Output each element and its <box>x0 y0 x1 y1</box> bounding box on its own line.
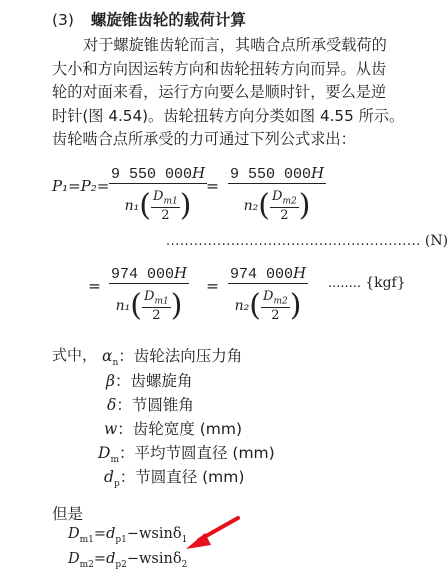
paragraph-line: 齿轮啮合点所承受的力可通过下列公式求出： <box>52 130 356 148</box>
variable-row: w：齿轮宽度 (mm) <box>104 420 243 438</box>
but-label: 但是 <box>52 505 84 523</box>
formula-lhs: P₁=P₂= <box>52 177 110 195</box>
variable-row: β：齿螺旋角 <box>106 372 193 390</box>
unit-kgf: {kgf} <box>365 275 406 291</box>
heading-number: (3) <box>52 11 74 29</box>
paragraph-line: 轮的对面来看，运行方向要么是顺时针，要么是逆 <box>52 83 387 101</box>
equals-sign: = <box>88 277 101 295</box>
variables-intro: 式中， <box>52 346 98 364</box>
fraction-denominator: n₂( $\frac{D_{m2}}{2}$ ) <box>243 188 311 223</box>
equals-sign: = <box>206 277 219 295</box>
fraction-denominator: n₁( $\frac{D_{m1}}{2}$ ) <box>115 288 183 323</box>
variable-row: $d_p$：节圆直径 (mm) <box>104 468 245 490</box>
variable-row: $D_m$：平均节圆直径 (mm) <box>98 444 275 466</box>
variable-row: $\alpha_n$：齿轮法向压力角 <box>102 347 243 369</box>
equation-dm2: $D_{m2}=d_{p2}-wsin\delta_2$ <box>68 551 188 570</box>
equation-dm1: $D_{m1}=d_{p1}-wsin\delta_1$ <box>68 526 188 545</box>
variable-row: δ：节圆锥角 <box>107 396 194 414</box>
fraction-numerator: 974 000H <box>111 264 188 283</box>
paragraph-line: 对于螺旋锥齿轮而言，其啮合点所承受载荷的 <box>83 36 387 54</box>
leader-dots: ........ <box>328 276 362 291</box>
unit-n: (N) <box>424 233 448 249</box>
fraction-numerator: 9 550 000H <box>111 164 206 183</box>
paragraph-line: 大小和方向因运转方向和齿轮扭转方向而异。从齿 <box>52 59 387 78</box>
paragraph-line: 时针(图 4.54)。齿轮扭转方向分类如图 4.55 所示。 <box>52 106 405 125</box>
equals-sign: = <box>206 177 219 195</box>
heading-title: 螺旋锥齿轮的载荷计算 <box>90 11 246 29</box>
leader-dots: ....................................................... <box>166 234 421 249</box>
fraction-numerator: 9 550 000H <box>230 164 325 183</box>
fraction-denominator: n₁( $\frac{D_{m1}}{2}$ ) <box>124 188 192 223</box>
fraction-denominator: n₂( $\frac{D_{m2}}{2}$ ) <box>234 288 302 323</box>
fraction-numerator: 974 000H <box>230 264 307 283</box>
